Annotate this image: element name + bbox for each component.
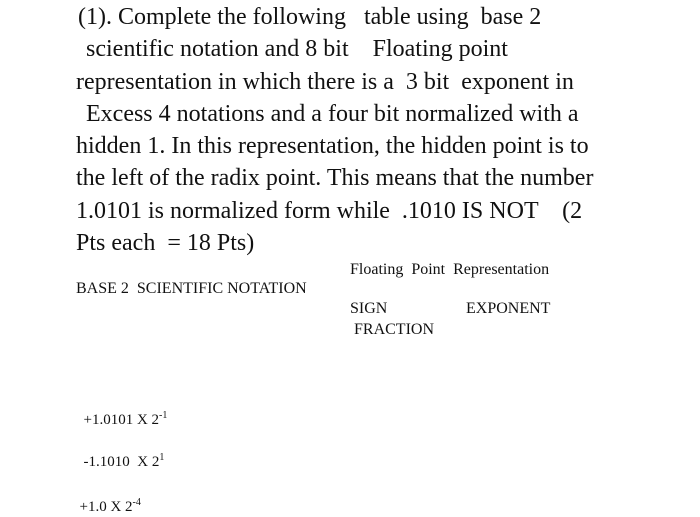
question-line-7: 1.0101 is normalized form while .1010 IS NOT (2 [76, 198, 583, 224]
question-line-1: (1). Complete the following table using base 2 [78, 4, 542, 30]
example-mantissa: +1.0 X 2 [79, 499, 133, 515]
example-row [76, 432, 164, 472]
question-line-4: Excess 4 notations and a four bit normalized with a [86, 101, 579, 127]
question-line-2: scientific notation and 8 bit Floating point [86, 36, 508, 62]
question-line-5: hidden 1. In this representation, the hidden point is to [76, 133, 589, 159]
question-line-3: representation in which there is a 3 bit exponent in [76, 69, 574, 95]
example-row [76, 390, 167, 430]
example-row [72, 477, 141, 517]
sign-label: SIGN [350, 300, 388, 317]
question-line-8: Pts each = 18 Pts) [76, 230, 255, 256]
fraction-label: FRACTION [354, 321, 435, 338]
example-exponent: -1 [159, 410, 168, 421]
left-column-header: BASE 2 SCIENTIFIC NOTATION [76, 280, 307, 297]
question-line-6: the left of the radix point. This means that the number [76, 165, 594, 191]
example-mantissa: -1.1010 X 2 [83, 454, 160, 470]
example-exponent: 1 [159, 452, 165, 463]
right-column-header: Floating Point Representation [350, 261, 550, 278]
example-exponent: -4 [132, 497, 141, 508]
example-mantissa: +1.0101 X 2 [83, 412, 160, 428]
exponent-label: EXPONENT [466, 300, 551, 317]
